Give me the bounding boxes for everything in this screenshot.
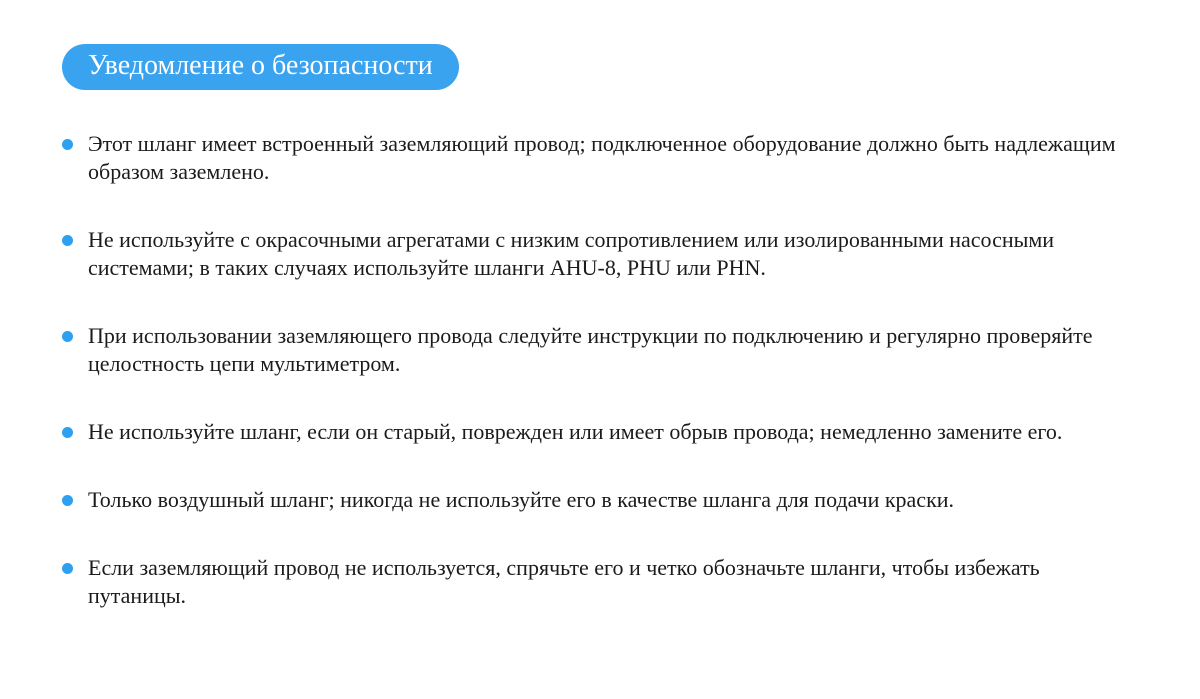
list-item [62,418,1120,446]
list-item [62,554,1120,610]
bullet-text: Этот шланг имеет встроенный заземляющий провод; подключенное оборудование должно быть надлежащим образом заземлено. [88,131,1116,184]
bullet-icon [62,331,73,342]
bullet-icon [62,495,73,506]
bullet-text: Только воздушный шланг; никогда не используйте его в качестве шланга для подачи краски. [88,487,955,512]
bullet-text: Не используйте шланг, если он старый, поврежден или имеет обрыв провода; немедленно замените его. [88,419,1063,444]
bullet-icon [62,563,73,574]
bullet-text: Если заземляющий провод не используется, спрячьте его и четко обозначьте шланги, чтобы избежать путаницы. [88,555,1040,608]
page-title: Уведомление о безопасности [88,49,433,81]
bullet-text: При использовании заземляющего провода следуйте инструкции по подключению и регулярно проверяйте целостность цепи мультиметром. [88,323,1093,376]
safety-bullet-list [62,130,1120,650]
section-title-pill [62,44,459,90]
bullet-icon [62,139,73,150]
bullet-text: Не используйте с окрасочными агрегатами с низким сопротивлением или изолированными насосными системами; в таких случаях используйте шланги AHU-8, PHU или PHN. [88,227,1055,280]
list-item [62,486,1120,514]
bullet-icon [62,427,73,438]
list-item [62,226,1120,282]
list-item [62,322,1120,378]
list-item [62,130,1120,186]
bullet-icon [62,235,73,246]
